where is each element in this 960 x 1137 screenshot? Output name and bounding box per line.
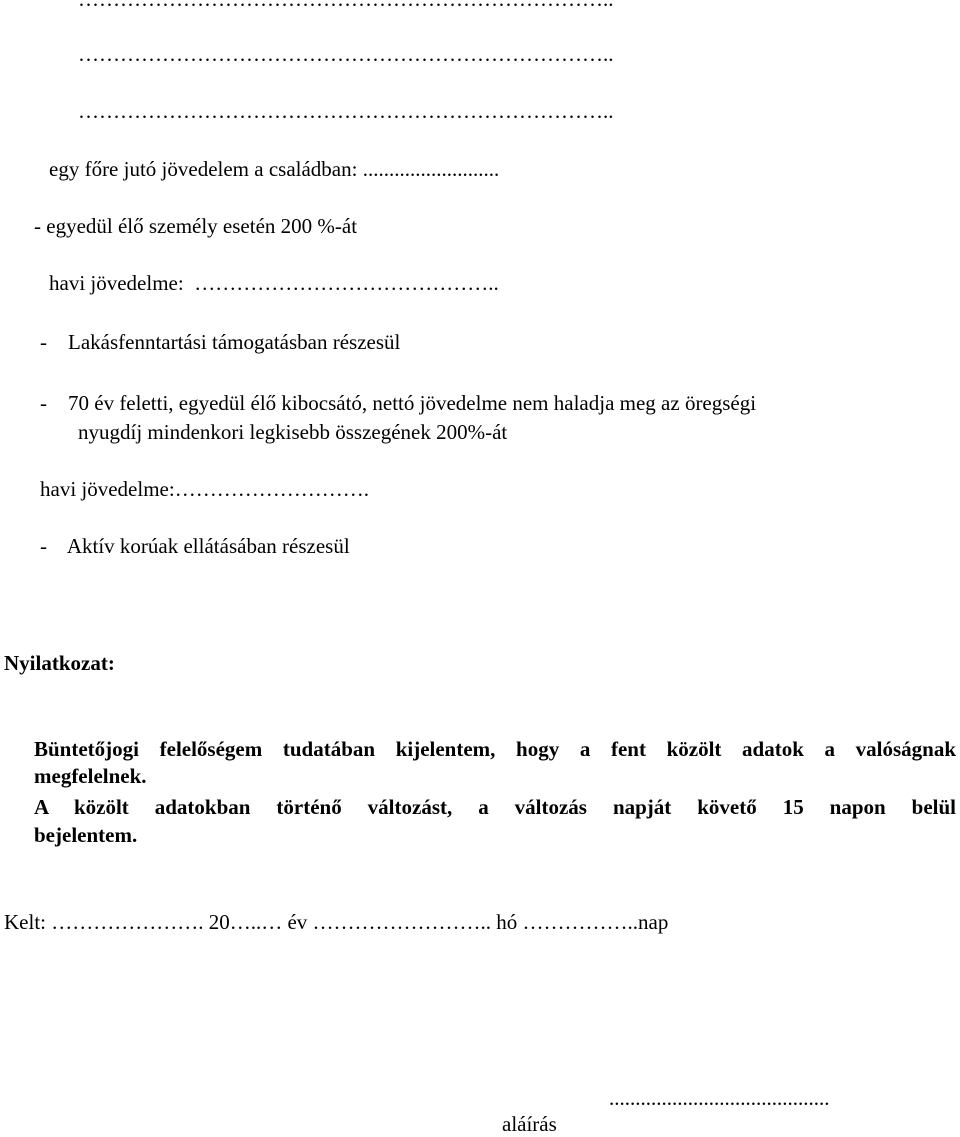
elderly-condition-continuation: nyugdíj mindenkori legkisebb összegének 200%-át <box>78 420 508 444</box>
date-line: Kelt: …………………. 20…..… év …………………….. hó ……………..nap <box>4 910 669 934</box>
single-person-line: - egyedül élő személy esetén 200 %-át <box>34 214 358 238</box>
declaration-heading: Nyilatkozat: <box>4 651 115 675</box>
elderly-condition-item: - 70 év feletti, egyedül élő kibocsátó, nettó jövedelme nem haladja meg az öregségi <box>40 391 757 415</box>
fill-in-dots-line <box>78 0 614 11</box>
monthly-income-line: havi jövedelme: …………………………………….. <box>49 271 499 295</box>
signature-label: aláírás <box>502 1112 557 1136</box>
active-age-support-item: - Aktív korúak ellátásában részesül <box>40 534 350 558</box>
signature-dots: .......................................... <box>609 1086 830 1110</box>
housing-support-item: - Lakásfenntartási támogatásban részesül <box>40 330 401 354</box>
declaration-line: Büntetőjogi felelőségem tudatában kijelentem, hogy a fent közölt adatok a valóságnak <box>34 737 956 761</box>
monthly-income-line: havi jövedelme:………………………. <box>40 477 369 501</box>
declaration-line: bejelentem. <box>34 823 138 847</box>
declaration-line: megfelelnek. <box>34 764 147 788</box>
fill-in-dots-line: ………………………………………………………………….. <box>78 99 614 123</box>
fill-in-dots-line: ………………………………………………………………….. <box>78 42 614 66</box>
income-per-person-line: egy főre jutó jövedelem a családban: .......................... <box>49 157 500 181</box>
declaration-line: A közölt adatokban történő változást, a változás napját követő 15 napon belül <box>34 795 956 819</box>
